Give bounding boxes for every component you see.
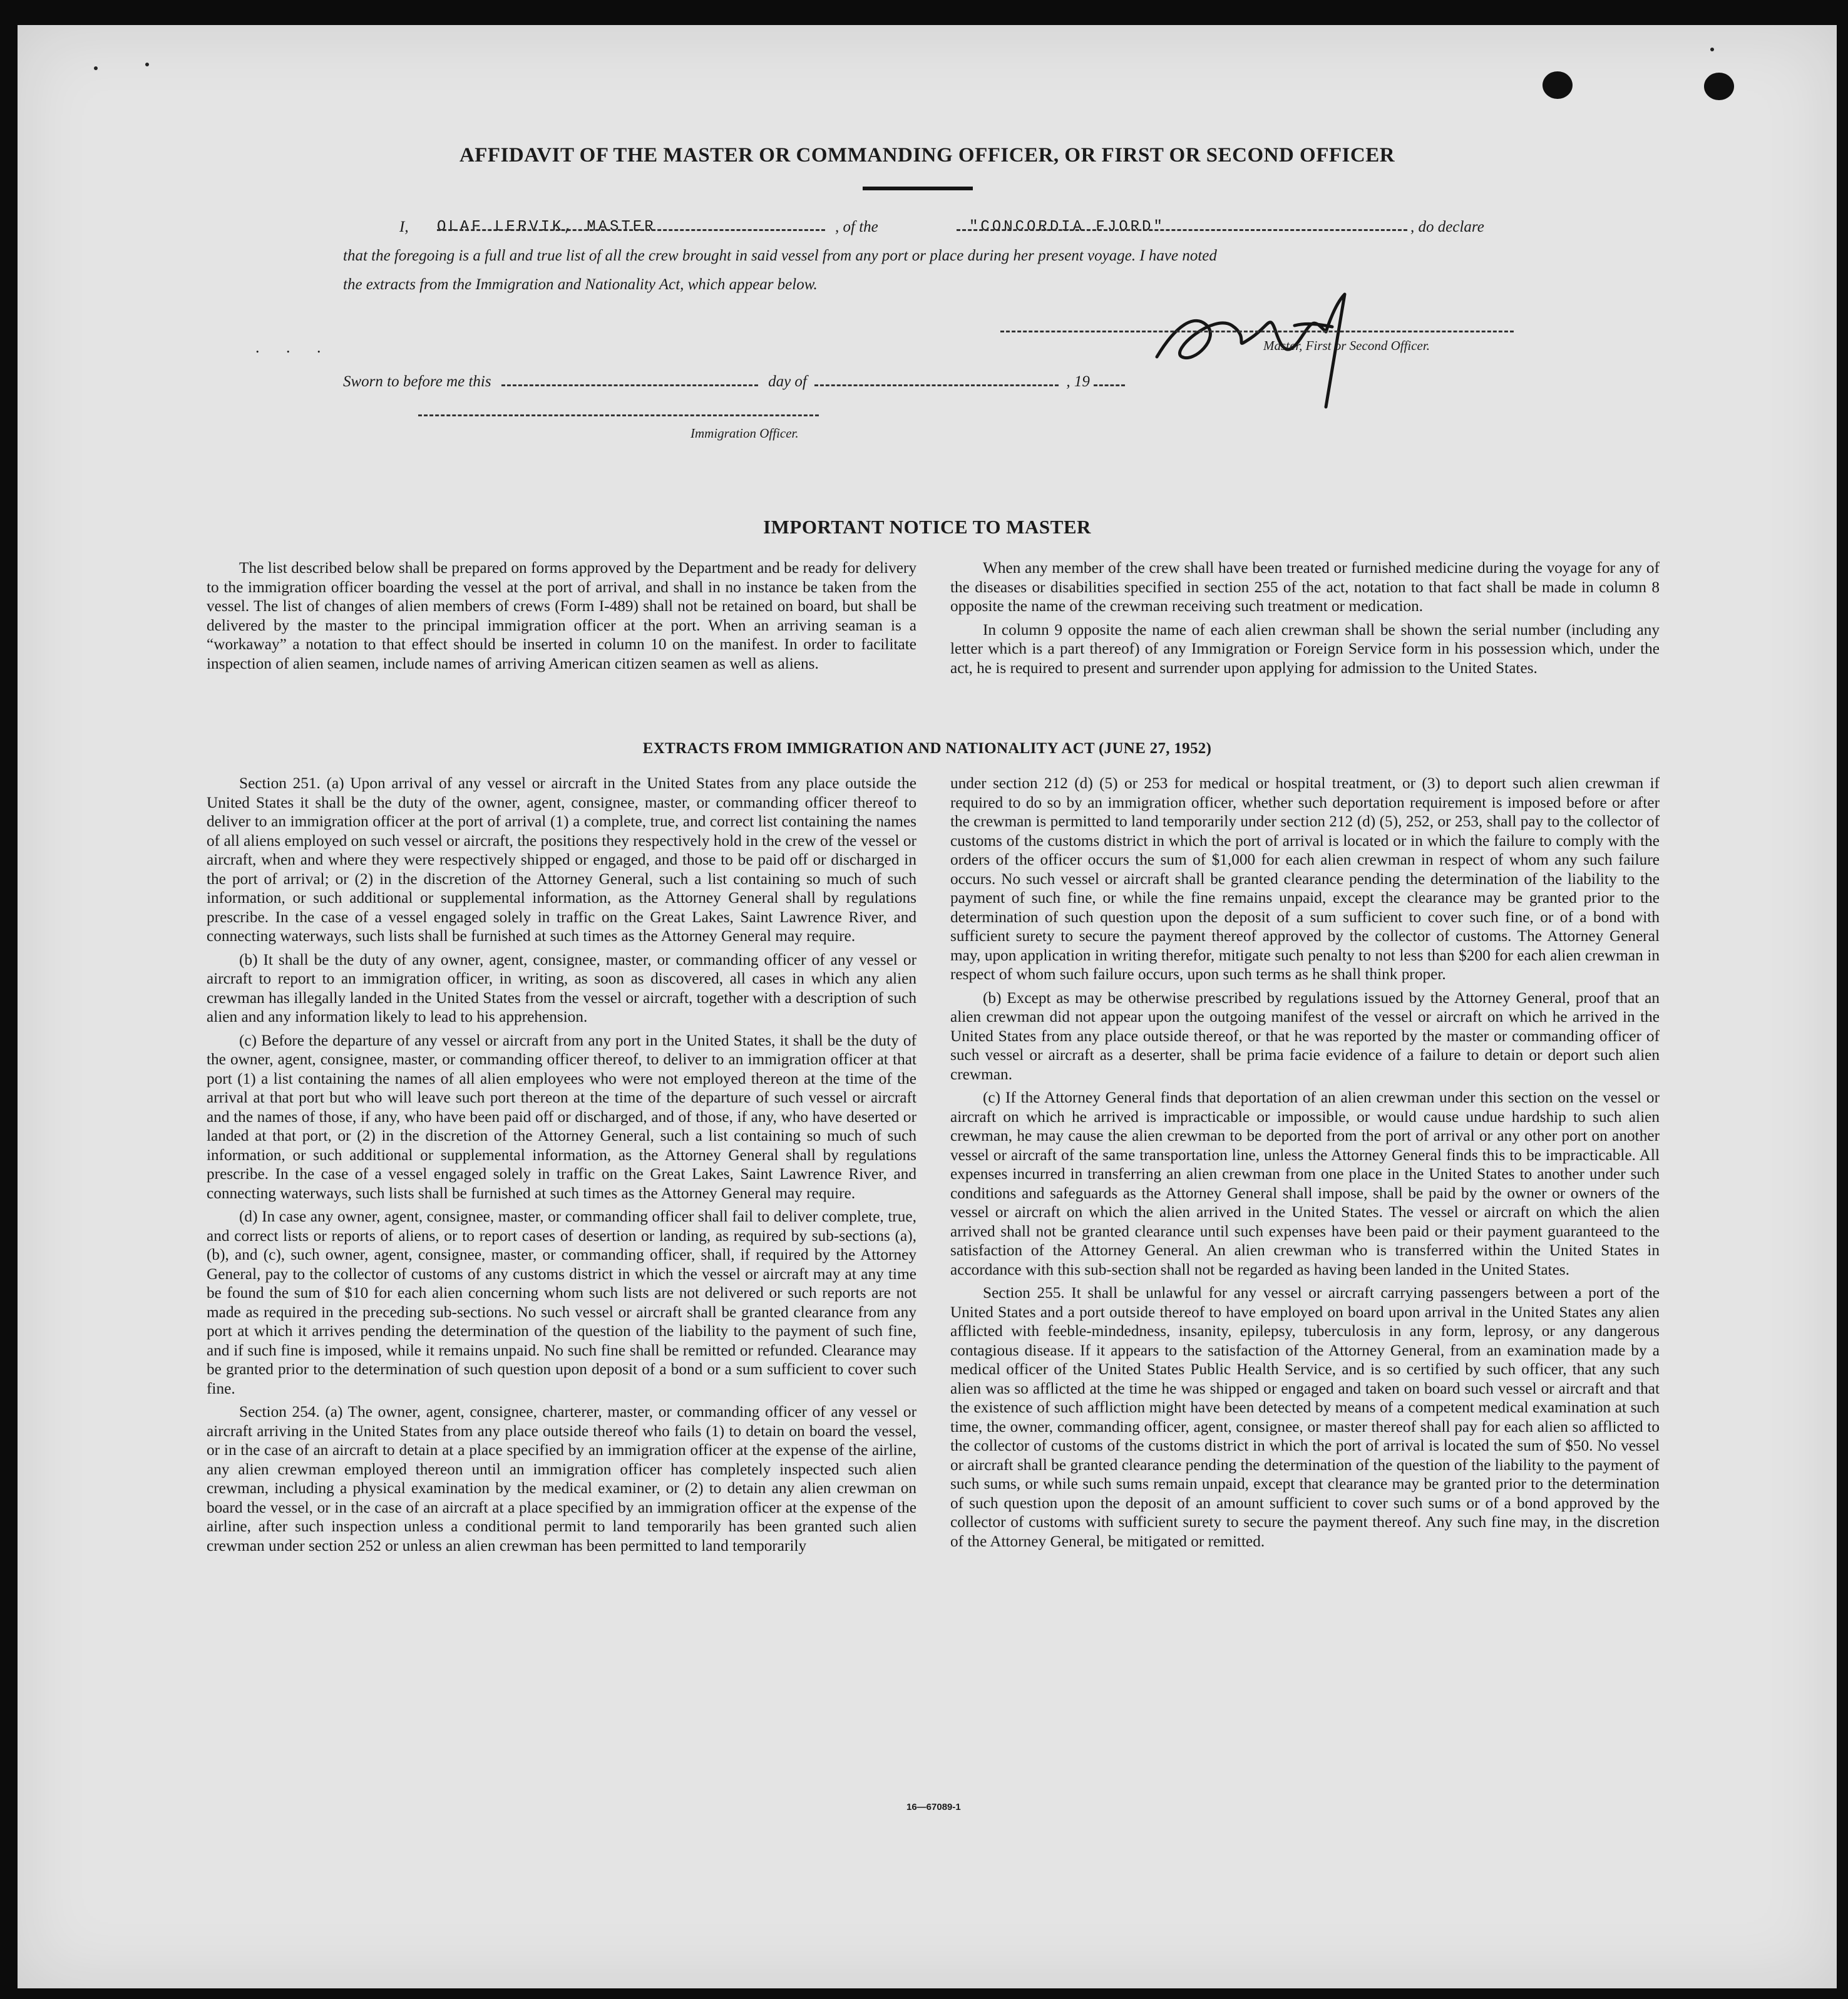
immigration-officer-label: Immigration Officer.: [690, 426, 799, 441]
sworn-label: Sworn to before me this: [343, 373, 491, 390]
declaration-block: [343, 213, 1520, 299]
extract-paragraph: Section 251. (a) Upon arrival of any vessel or aircraft in the United States from any place outside the United States it shall be the duty of the owner, agent, consignee, master, or commanding officer thereof to deliver to an immigration officer at the port of arrival (1) a complete, true, and correct list containing the names of all aliens employed on such vessel or aircraft, the positions they respectively hold in the crew of the vessel or aircraft, when and where they were respectively shipped or engaged, and those to be paid off or discharged in the port of arrival; or (2) in the discretion of the Attorney General, such a list containing so much of such information, or such additional or supplemental information, as the Attorney General shall by regulations prescribe. In the case of a vessel engaged solely in traffic on the Great Lakes, Saint Lawrence River, and connecting waterways, such lists shall be furnished at such times as the Attorney General may require.: [207, 774, 916, 945]
master-name-field[interactable]: OLAF LERVIK, MASTER: [437, 218, 656, 235]
form-number: 16—67089-1: [906, 1802, 961, 1812]
speck: [1710, 48, 1714, 51]
extract-paragraph: Section 255. It shall be unlawful for any vessel or aircraft carrying passengers between a port of the United States and a port outside thereof to have employed on board upon arrival in the United States any alien afflicted with feeble-mindedness, insanity, epilepsy, tuberculosis in any form, leprosy, or any dangerous contagious disease. If it appears to the satisfaction of the Attorney General, from an examination made by a medical officer of the United States Public Health Service, and is so certified by such officer, that any such alien was so afflicted at the time he was shipped or engaged and taken on board such vessel or aircraft and that the existence of such affliction might have been detected by means of a competent medical examination at such time, the owner, commanding officer, agent, consignee, or master thereof shall pay for each alien so afflicted to the collector of customs of the customs district in which the port of arrival is located the sum of $50. No vessel or aircraft shall be granted clearance pending the determination of the question of the liability to the payment of such sums, or while such sums remain unpaid, except that clearance may be granted prior to the determination of such question upon the deposit of an amount sufficient to cover such sums or of a bond approved by the collector of customs with sufficient surety to secure the payment thereof. Any such fine may, in the discretion of the Attorney General, be mitigated or remitted.: [950, 1284, 1660, 1550]
declaration-line-2: that the foregoing is a full and true list of all the crew brought in said vessel from any port or place during her present voyage. I have noted: [343, 247, 1217, 264]
notice-left-column: [207, 558, 916, 677]
year-prefix: , 19: [1066, 373, 1090, 390]
sworn-row: [343, 371, 1125, 391]
notice-paragraph: The list described below shall be prepared on forms approved by the Department and be ready for delivery to the immigration officer boarding the vessel at the port of arrival, and shall in no instance be taken from the vessel. The list of changes of alien members of crews (Form I-489) shall not be retained on board, but shall be delivered by the master to the principal immigration officer at the port. When an arriving seaman is a “workaway” a notation to that effect should be inserted in column 10 on the manifest. In order to facilitate inspection of alien seamen, include names of arriving American citizen seamen as well as aliens.: [207, 559, 916, 672]
sworn-date-field[interactable]: [501, 371, 758, 386]
vessel-name-field[interactable]: "CONCORDIA FJORD": [969, 218, 1165, 235]
extract-paragraph: (b) Except as may be otherwise prescribed by regulations issued by the Attorney General, proof that an alien crewman did not appear upon the outgoing manifest of the vessel or aircraft on which he arrived in the United States from any place outside thereof, or that he was reported by the master or commanding officer of such vessel or aircraft as a deserter, shall be prima facie evidence of a failure to detain or deport such alien crewman.: [950, 989, 1660, 1083]
day-of-label: day of: [768, 373, 807, 390]
speck: [145, 63, 149, 66]
signature-line: [1000, 331, 1514, 332]
do-declare-label: , do declare: [1410, 218, 1484, 235]
extract-paragraph: (d) In case any owner, agent, consignee, master, or commanding officer shall fail to deliver complete, true, and correct lists or reports of aliens, or to report cases of desertion or landing, as required by sub-sections (a), (b), and (c), such owner, agent, consignee, master, or commanding officer, shall, if required by the Attorney General, pay to the collector of customs of any customs district in which the vessel or aircraft may at any time be found the sum of $10 for each alien concerning whom such lists are not delivered or such reports are not made as required in the preceding sub-sections. No such vessel or aircraft shall be granted clearance from any port at which it arrives pending the determination of the question of the liability to the payment of such fine, and if such fine is imposed, while it remains unpaid. No such fine shall be remitted or refunded. Clearance may be granted prior to the determination of such question upon deposit of a bond or a sum sufficient to cover such fine.: [207, 1208, 916, 1397]
extract-paragraph: Section 254. (a) The owner, agent, consignee, charterer, master, or commanding officer of any vessel or aircraft arriving in the United States from any place outside thereof who fails (1) to detain on board the vessel, or in the case of an aircraft to detain at a place specified by an immigration officer at the expense of the airline, any alien crewman employed thereon until an immigration officer has completely inspected such alien crewman, including a physical examination by the medical examiner, or (2) to detain any alien crewman on board the vessel, or in the case of an aircraft at a place specified by an immigration officer at the expense of the airline, after such inspection unless a conditional permit to land temporarily has been granted such alien crewman under section 252 or unless an alien crewman has been permitted to land temporarily: [207, 1403, 916, 1554]
extracts-right-column: [950, 774, 1660, 1555]
punch-hole: [1704, 73, 1734, 100]
document-page: [18, 25, 1837, 1988]
of-the-label: , of the: [835, 218, 878, 235]
extracts-title: EXTRACTS FROM IMMIGRATION AND NATIONALITY ACT (JUNE 27, 1952): [642, 740, 1212, 757]
speck: [94, 66, 98, 70]
notice-right-column: [950, 558, 1660, 682]
notice-title: IMPORTANT NOTICE TO MASTER: [763, 516, 1091, 538]
immigration-officer-line: [418, 414, 819, 416]
title-rule: [863, 187, 973, 190]
declaration-line-3: the extracts from the Immigration and Nationality Act, which appear below.: [343, 276, 818, 293]
notice-paragraph: When any member of the crew shall have been treated or furnished medicine during the voyage for any of the diseases or disabilities specified in section 255 of the act, notation to that fact shall be made in column 8 opposite the name of the crewman receiving such treatment or medication.: [950, 559, 1660, 615]
punch-hole: [1543, 71, 1573, 99]
vessel-underline: [957, 229, 1407, 231]
year-field[interactable]: [1094, 371, 1125, 386]
i-label: I,: [399, 218, 409, 235]
name-underline: [437, 229, 825, 231]
extracts-left-column: [207, 774, 916, 1560]
affidavit-title: AFFIDAVIT OF THE MASTER OR COMMANDING OFFICER, OR FIRST OR SECOND OFFICER: [459, 144, 1395, 167]
extract-paragraph: under section 212 (d) (5) or 253 for medical or hospital treatment, or (3) to deport such alien crewman if required to do so by an immigration officer, whether such deportation requirement is imposed before or after the crewman is permitted to land temporarily under section 212 (d) (5), 252, or 253, shall pay to the collector of customs of the customs district in which the port of arrival is located or in which the failure to comply with the orders of the officer occurs the sum of $1,000 for each alien crewman in respect of whom any such failure occurs. No such vessel or aircraft shall be granted clearance pending the determination of the liability to the payment of such fine, or while the fine remains unpaid, except the clearance may be granted prior to the determination of such question upon the deposit of a sum sufficient to cover such fine, or of a bond with sufficient surety to secure the payment thereof approved by the collector of customs. The Attorney General may, upon application in writing therefor, mitigate such penalty to not less than $200 for each alien crewman in respect of whom such failure occurs, upon such terms as he shall think proper.: [950, 774, 1660, 983]
stray-marks: . . .: [255, 338, 332, 356]
extract-paragraph: (b) It shall be the duty of any owner, agent, consignee, master, or commanding officer of any vessel or aircraft to report to an immigration officer, in writing, as soon as discovered, all cases in which any alien crewman has illegally landed in the United States from the vessel or aircraft, together with a description of such alien and any information likely to lead to his apprehension.: [207, 950, 916, 1025]
notice-paragraph: In column 9 opposite the name of each alien crewman shall be shown the serial number (including any letter which is a part thereof) of any Immigration or Foreign Service form in his possession which, under the act, he is required to present and surrender upon applying for admission to the United States.: [950, 620, 1660, 677]
extract-paragraph: (c) If the Attorney General finds that deportation of an alien crewman under this section on the vessel or aircraft on which he arrived is impracticable or impossible, or would cause undue hardship to such alien crewman, he may cause the alien crewman to be deported from the port of arrival or any other port on another vessel or aircraft of the same transportation line, unless the Attorney General finds this to be impracticable. All expenses incurred in transferring an alien crewman from one place in the United States to another under such conditions and safeguards as the Attorney General shall impose, shall be paid by the owner or owners of the vessel or aircraft on which the alien arrived in the United States. The vessel or aircraft on which the alien arrived shall not be granted clearance until such expenses have been paid or their payment guaranteed to the satisfaction of the Attorney General. An alien crewman who is transferred within the United States in accordance with this sub-section shall not be regarded as having been landed in the United States.: [950, 1089, 1660, 1278]
month-field[interactable]: [814, 371, 1059, 386]
extract-paragraph: (c) Before the departure of any vessel or aircraft from any port in the United States, it shall be the duty of the owner, agent, consignee, master, or commanding officer thereof, to deliver to an immigration officer at that port (1) a list containing the names of all alien employees who were not employed thereon at the time of the arrival at that port but who will leave such port thereon at the time of the departure of such vessel or aircraft and the names of those, if any, who have been paid off or discharged, and of those, if any, who have deserted or landed at that port, or (2) in the discretion of the Attorney General, such a list containing so much of such information, or such additional or supplemental information, as the Attorney General shall by regulations prescribe. In the case of a vessel engaged solely in traffic on the Great Lakes, Saint Lawrence River, and connecting waterways, such lists shall be furnished at such times as the Attorney General may require.: [207, 1031, 916, 1202]
signature-label: Master, First or Second Officer.: [1263, 338, 1430, 353]
